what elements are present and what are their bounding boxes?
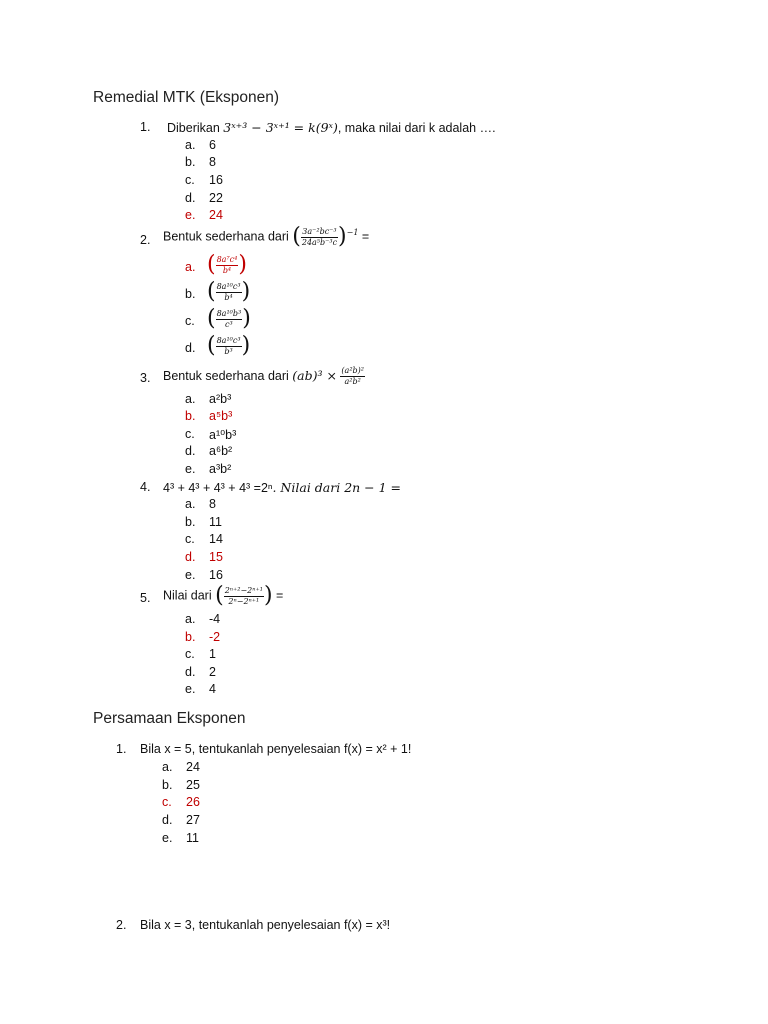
section-title-persamaan: Persamaan Eksponen [93, 710, 246, 727]
question-number: 5. [140, 591, 151, 605]
question-number: 2. [116, 918, 127, 932]
question-text: 4³ + 4³ + 4³ + 4³ =2ⁿ. Nilai dari 2n − 1 = [163, 480, 402, 495]
fraction: $\frac{\text{3a⁻²bc⁻³}}{\text{24a⁵b⁻³c}}$ [301, 226, 338, 247]
question-text: Diberikan 3ˣ⁺³ − 3ˣ⁺¹ = k(9ˣ), maka nilai dari k adalah …. [167, 120, 496, 135]
question-number: 2. [140, 233, 151, 247]
question-text: Bentuk sederhana dari ( $\frac{\text{3a⁻²bc⁻³}}{\text{24a⁵b⁻³c}}$ )$^{-1}$ = [163, 224, 370, 249]
question-text: Bila x = 3, tentukanlah penyelesaian f(x) = x³! [140, 918, 391, 932]
document-page: Remedial MTK (Eksponen) 1. Diberikan 3ˣ⁺³ − 3ˣ⁺¹ = k(9ˣ), maka nilai dari k adalah …. a. 6 b. 8 c. 16 d. 22 e. 24 2. Bentuk sederhana dari ( $\frac{\text{3a⁻²bc⁻³}}{\text{24a⁵b⁻³c}}$ )$^{-1}$ = a. ( $\frac{\text{8a⁷c⁴}}{\text{b⁴}}$ ) b. ( $\frac{\text{8a¹⁰c³}}{\text{b⁴}}$ ) c. ( $\frac{\text{8a¹⁰b³}}{\text{c³}}$ ) d. ( $\frac{\text{8a¹⁰c³}}{\text{b³}}$ ) 3. Bentuk sederhana dari (ab)³ × $\frac{\text{(a²b)²}}{\text{a²b²}}$ a. a²b³ b. a⁵b³ c. a¹⁰b³ d. a⁶b² e. a³b² 4. 4³ + 4³ + 4³ + 4³ =2ⁿ. Nilai dari 2n − 1 = a. 8 b. 11 c. 14 d. 15 e. 16 5. Nilai dari ( $\frac{\text{2ⁿ⁺²−2ⁿ⁺¹}}{\text{2ⁿ−2ⁿ⁺¹}}$ ) = a. -4 b. -2 c. 1 d. 2 e. 4 Persamaan Eksponen 1. Bila x = 5, tentukanlah penyelesaian f(x) = x² + 1! a. 24 b. 25 c. 26 d. 27 e. 11 2. Bila x = 3, tentukanlah penyelesaian f(x) = x³! [93, 89, 496, 932]
question-number: 1. [140, 120, 151, 134]
fraction: $\frac{\text{2ⁿ⁺²−2ⁿ⁺¹}}{\text{2ⁿ−2ⁿ⁺¹}}$ [224, 585, 263, 606]
question-text: Bila x = 5, tentukanlah penyelesaian f(x) = x² + 1! [140, 742, 412, 756]
question-number: 4. [140, 480, 151, 494]
fraction: $\frac{\text{(a²b)²}}{\text{a²b²}}$ [341, 366, 364, 386]
section-title-remedial: Remedial MTK (Eksponen) [93, 89, 280, 106]
question-text: Bentuk sederhana dari (ab)³ × $\frac{\text{(a²b)²}}{\text{a²b²}}$ [163, 366, 364, 386]
question-number: 3. [140, 371, 151, 385]
question-number: 1. [116, 742, 127, 756]
question-text: Nilai dari ( $\frac{\text{2ⁿ⁺²−2ⁿ⁺¹}}{\text{2ⁿ−2ⁿ⁺¹}}$ ) = [163, 583, 284, 608]
math-expression: 3ˣ⁺³ − 3ˣ⁺¹ = k(9ˣ) [223, 120, 338, 135]
